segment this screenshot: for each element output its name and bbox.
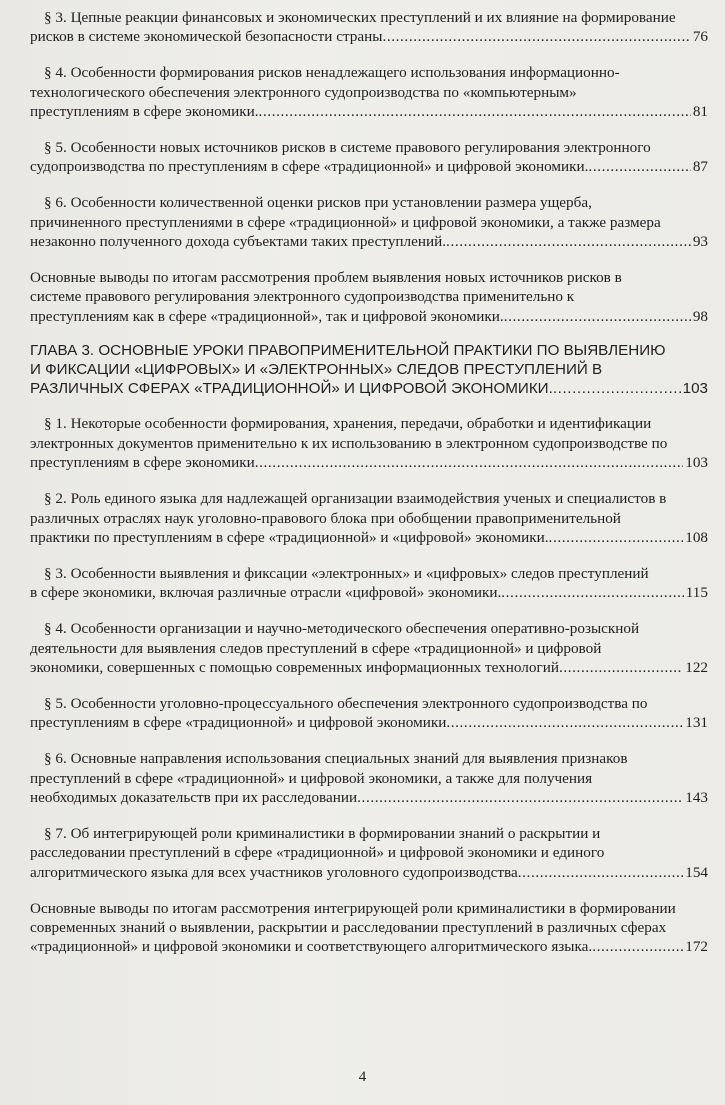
toc-entry-last-line — [30, 863, 708, 882]
dot-leader — [559, 658, 683, 677]
dot-leader — [592, 937, 683, 956]
toc-entry-text: экономики, совершенных с помощью современных информационных технологий — [30, 658, 559, 676]
toc-entry-text: преступлениям как в сфере «традиционной», так и цифровой экономики. — [30, 307, 504, 325]
dot-leader — [357, 788, 683, 807]
toc-entry-last-line — [30, 307, 708, 326]
toc-section-entry — [30, 8, 708, 47]
toc-page-number: 131 — [685, 714, 708, 732]
toc-page-number: 143 — [685, 788, 708, 806]
toc-entry-last-line — [30, 658, 708, 677]
toc-entry-line: преступлений в сфере «традиционной» и цифровой экономики, а также для получения — [30, 769, 593, 787]
toc-entry-last-line — [30, 102, 708, 121]
toc-page-number: 87 — [692, 158, 708, 176]
toc-entry-line: § 6. Особенности количественной оценки рисков при установлении размера ущерба, — [44, 194, 592, 212]
toc-entry-text: преступлениям в сфере «традиционной» и цифровой экономики — [30, 714, 447, 732]
dot-leader — [446, 713, 683, 732]
toc-entry-text: РАЗЛИЧНЫХ СФЕРАХ «ТРАДИЦИОННОЙ» И ЦИФРОВОЙ ЭКОНОМИКИ. — [30, 380, 553, 398]
toc-entry-text: алгоритмического языка для всех участников уголовного судопроизводства — [30, 863, 518, 881]
dot-leader — [553, 379, 681, 398]
toc-entry-last-line — [30, 583, 708, 602]
toc-section-entry — [30, 619, 708, 677]
dot-leader — [382, 27, 690, 46]
toc-entry-line: системе правового регулирования электронного судопроизводства применительно к — [30, 288, 575, 306]
toc-entry-last-line — [30, 453, 708, 472]
dot-leader — [259, 102, 691, 121]
toc-page-number: 122 — [685, 658, 708, 676]
dot-leader — [255, 453, 684, 472]
toc-entry-line: Основные выводы по итогам рассмотрения интегрирующей роли криминалистики в формировании — [30, 899, 676, 917]
toc-entry-line: § 1. Некоторые особенности формирования, хранения, передачи, обработки и идентификации — [44, 415, 652, 433]
toc-entry-line: различных отраслях наук уголовно-правового блока при обобщении правоприменительной — [30, 509, 621, 527]
toc-section-entry — [30, 749, 708, 807]
toc-entry-line: современных знаний о выявлении, раскрытии и расследовании преступлений в различных сферах — [30, 919, 667, 937]
toc-entry-last-line — [30, 528, 708, 547]
toc-entry-line: деятельности для выявления следов преступлений в сфере «традиционной» и цифровой — [30, 639, 602, 657]
toc-summary-entry — [30, 268, 708, 326]
page-number: 4 — [358, 1069, 367, 1085]
dot-leader — [504, 307, 691, 326]
toc-page-number: 76 — [692, 28, 708, 46]
toc-entry-text: преступлениям в сфере экономики — [30, 454, 255, 472]
toc-entry-line: § 7. Об интегрирующей роли криминалистики в формировании знаний о раскрытии и — [44, 824, 601, 842]
toc-page-number: 103 — [682, 380, 708, 398]
toc-section-entry — [30, 824, 708, 882]
toc-page-number: 98 — [692, 307, 708, 325]
toc-entry-line: § 6. Основные направления использования специальных знаний для выявления признаков — [44, 750, 628, 768]
toc-section-entry — [30, 63, 708, 121]
toc-entry-last-line — [30, 379, 708, 398]
toc-entry-line: технологического обеспечения электронного судопроизводства по «компьютерным» — [30, 83, 577, 101]
toc-page-number: 81 — [692, 103, 708, 121]
toc-entry-text: практики по преступлениям в сфере «традиционной» и «цифровой» экономики. — [30, 528, 549, 546]
toc-entry-line: причиненного преступлениями в сфере «традиционной» и цифровой экономики, а также размера — [30, 213, 661, 231]
toc-entry-text: незаконно полученного дохода субъектами таких преступлений. — [30, 233, 447, 251]
toc-entry-line: расследовании преступлений в сфере «традиционной» и цифровой экономики и единого — [30, 844, 605, 862]
toc-page-number: 115 — [685, 584, 708, 602]
toc-entry-line: § 4. Особенности формирования рисков ненадлежащего использования информационно- — [44, 64, 620, 82]
toc-summary-entry — [30, 899, 708, 957]
toc-entry-line: Основные выводы по итогам рассмотрения проблем выявления новых источников рисков в — [30, 269, 622, 287]
toc-section-entry — [30, 193, 708, 251]
toc-section-entry — [30, 138, 708, 177]
toc-entry-last-line — [30, 27, 708, 46]
toc-entry-last-line — [30, 713, 708, 732]
toc-entry-text: рисков в системе экономической безопасности страны — [30, 28, 383, 46]
toc-entry-line: электронных документов применительно к их использованию в электронном судопроизводстве по — [30, 434, 668, 452]
toc-entry-line: § 2. Роль единого языка для надлежащей организации взаимодействия ученых и специалистов в — [44, 490, 667, 508]
table-of-contents — [30, 8, 708, 973]
toc-page-number: 154 — [685, 863, 708, 881]
toc-chapter-heading — [30, 341, 708, 399]
toc-entry-last-line — [30, 788, 708, 807]
toc-page-number: 93 — [692, 233, 708, 251]
toc-section-entry — [30, 414, 708, 472]
toc-entry-last-line — [30, 937, 708, 956]
dot-leader — [549, 528, 684, 547]
toc-section-entry — [30, 489, 708, 547]
toc-entry-line: § 5. Особенности уголовно-процессуального обеспечения электронного судопроизводства по — [44, 694, 648, 712]
toc-page-number: 108 — [685, 528, 708, 546]
toc-entry-text: необходимых доказательств при их расследовании — [30, 788, 358, 806]
toc-entry-line: ГЛАВА 3. ОСНОВНЫЕ УРОКИ ПРАВОПРИМЕНИТЕЛЬНОЙ ПРАКТИКИ ПО ВЫЯВЛЕНИЮ — [30, 341, 666, 359]
toc-entry-text: в сфере экономики, включая различные отрасли «цифровой» экономики. — [30, 584, 502, 602]
toc-entry-text: преступлениям в сфере экономики. — [30, 103, 259, 121]
toc-entry-line: § 3. Цепные реакции финансовых и экономических преступлений и их влияние на формирование — [44, 9, 676, 26]
dot-leader — [501, 583, 684, 602]
toc-page-number: 103 — [685, 454, 708, 472]
toc-entry-line: § 5. Особенности новых источников рисков в системе правового регулирования электронного — [44, 139, 651, 157]
toc-page-number: 172 — [685, 938, 708, 956]
dot-leader — [588, 157, 690, 176]
toc-entry-line: § 4. Особенности организации и научно-методического обеспечения оперативно-розыскной — [44, 620, 640, 638]
toc-entry-line: § 3. Особенности выявления и фиксации «электронных» и «цифровых» следов преступлений — [44, 564, 649, 582]
toc-entry-last-line — [30, 157, 708, 176]
toc-entry-line: И ФИКСАЦИИ «ЦИФРОВЫХ» И «ЭЛЕКТРОННЫХ» СЛЕДОВ ПРЕСТУПЛЕНИЙ В — [30, 360, 603, 378]
toc-entry-text: судопроизводства по преступлениям в сфере «традиционной» и цифровой экономики. — [30, 158, 589, 176]
toc-section-entry — [30, 564, 708, 603]
dot-leader — [446, 232, 691, 251]
toc-entry-text: «традиционной» и цифровой экономики и соответствующего алгоритмического языка. — [30, 938, 593, 956]
toc-section-entry — [30, 694, 708, 733]
dot-leader — [518, 863, 683, 882]
toc-entry-last-line — [30, 232, 708, 251]
